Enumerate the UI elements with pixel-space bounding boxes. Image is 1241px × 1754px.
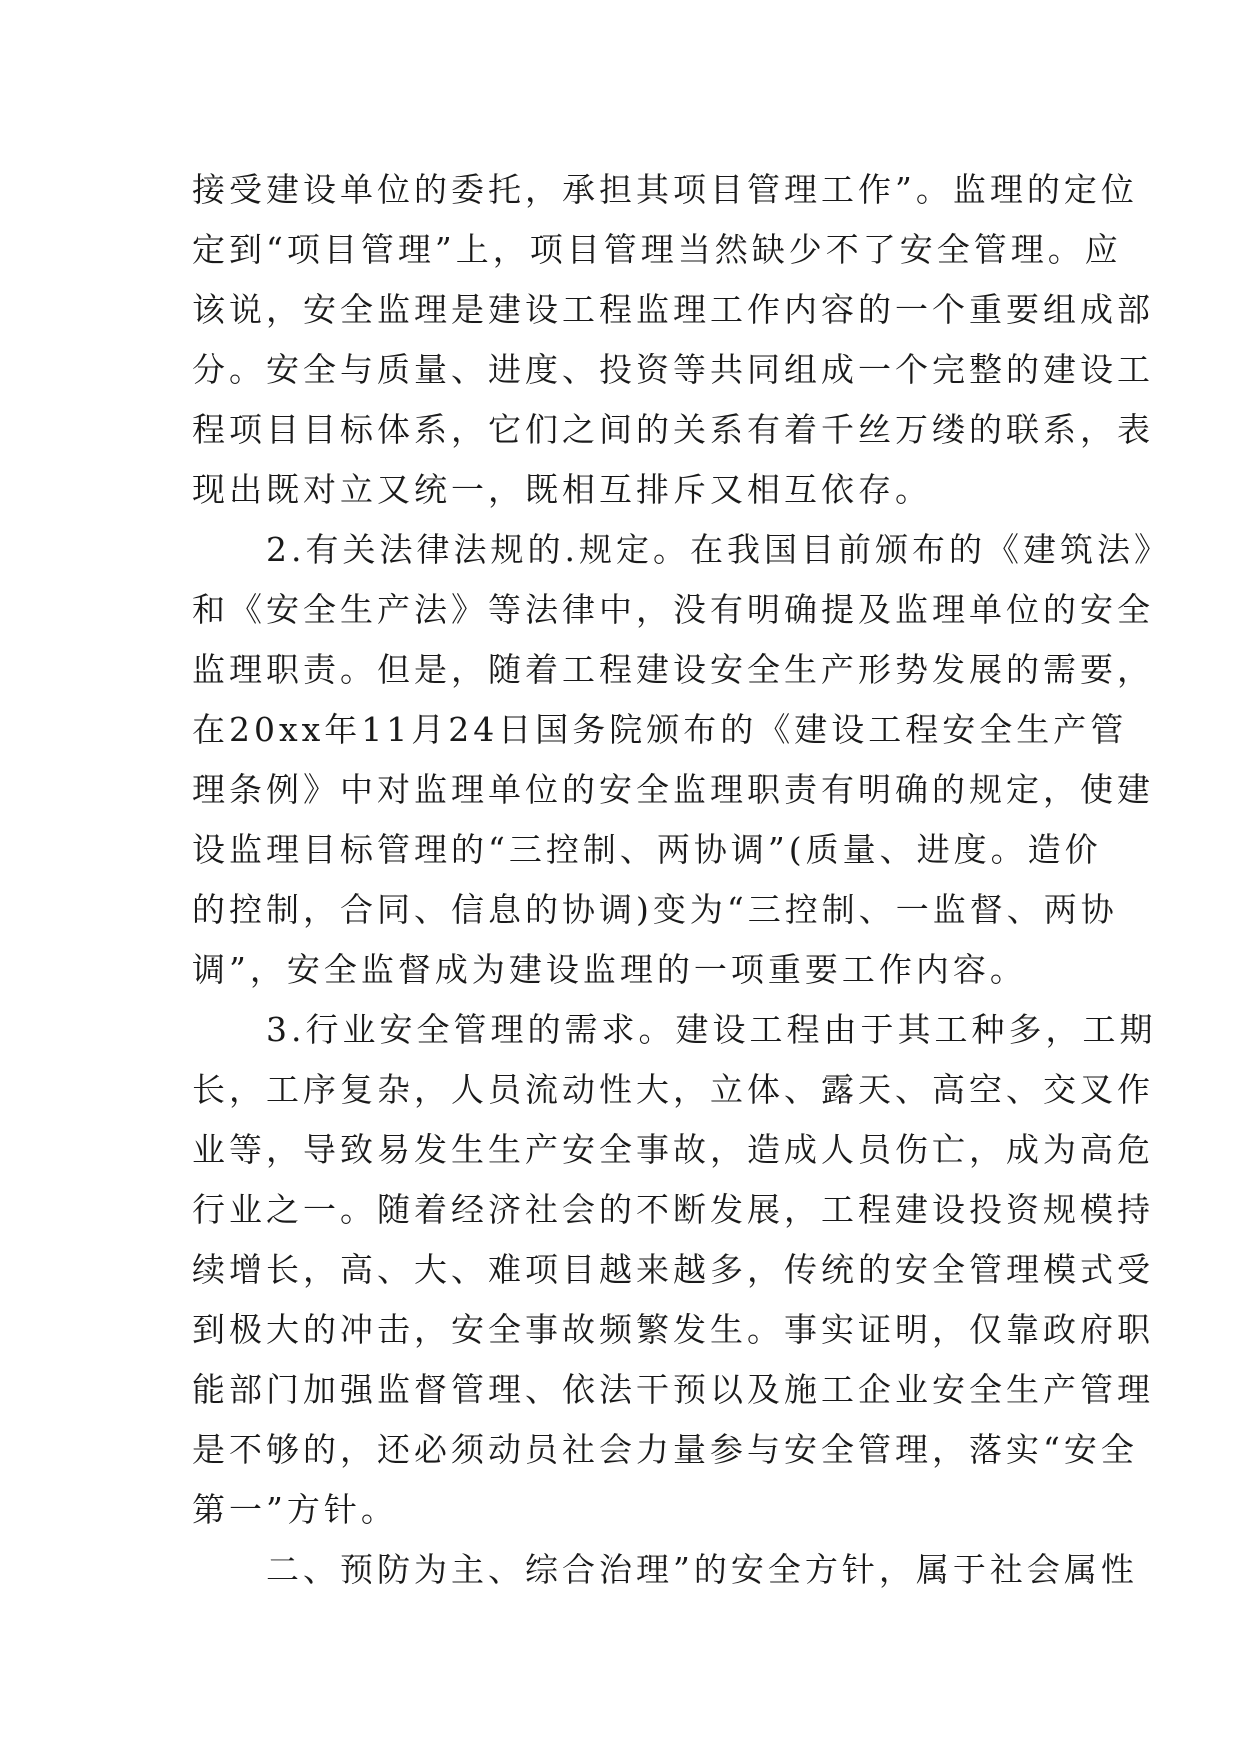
text-line: 能部门加强监督管理、依法干预以及施工企业安全生产管理 (192, 1370, 1154, 1409)
text-line: 现出既对立又统一，既相互排斥又相互依存。 (192, 470, 932, 509)
text-line: 和《安全生产法》等法律中，没有明确提及监理单位的安全 (192, 590, 1154, 629)
text-line: 业等，导致易发生生产安全事故，造成人员伤亡，成为高危 (192, 1130, 1154, 1169)
text-line: 3.行业安全管理的需求。建设工程由于其工种多，工期 (192, 1010, 1157, 1049)
text-line: 行业之一。随着经济社会的不断发展，工程建设投资规模持 (192, 1190, 1154, 1229)
text-line: 监理职责。但是，随着工程建设安全生产形势发展的需要， (192, 650, 1154, 689)
text-line: 续增长，高、大、难项目越来越多，传统的安全管理模式受 (192, 1250, 1154, 1289)
text-line: 分。安全与质量、进度、投资等共同组成一个完整的建设工 (192, 350, 1154, 389)
text-line: 的控制，合同、信息的协调)变为“三控制、一监督、两协 (192, 890, 1118, 929)
document-body (192, 160, 1171, 1600)
text-line: 长，工序复杂，人员流动性大，立体、露天、高空、交叉作 (192, 1070, 1154, 1109)
text-line: 2.有关法律法规的.规定。在我国目前颁布的《建筑法》 (192, 530, 1171, 569)
text-line: 定到“项目管理”上，项目管理当然缺少不了安全管理。应 (192, 230, 1122, 269)
text-line: 接受建设单位的委托，承担其项目管理工作”。监理的定位 (192, 170, 1138, 209)
text-line: 到极大的冲击，安全事故频繁发生。事实证明，仅靠政府职 (192, 1310, 1154, 1349)
text-line: 理条例》中对监理单位的安全监理职责有明确的规定，使建 (192, 770, 1154, 809)
text-line: 设监理目标管理的“三控制、两协调”(质量、进度。造价 (192, 830, 1102, 869)
text-line: 二、预防为主、综合治理”的安全方针，属于社会属性 (192, 1550, 1138, 1589)
text-line: 是不够的，还必须动员社会力量参与安全管理，落实“安全 (192, 1430, 1138, 1469)
text-line: 程项目目标体系，它们之间的关系有着千丝万缕的联系，表 (192, 410, 1154, 449)
text-line: 第一”方针。 (192, 1490, 398, 1529)
text-line: 调”，安全监督成为建设监理的一项重要工作内容。 (192, 950, 1027, 989)
text-line: 该说，安全监理是建设工程监理工作内容的一个重要组成部 (192, 290, 1154, 329)
text-line: 在20xx年11月24日国务院颁布的《建设工程安全生产管 (192, 710, 1128, 749)
